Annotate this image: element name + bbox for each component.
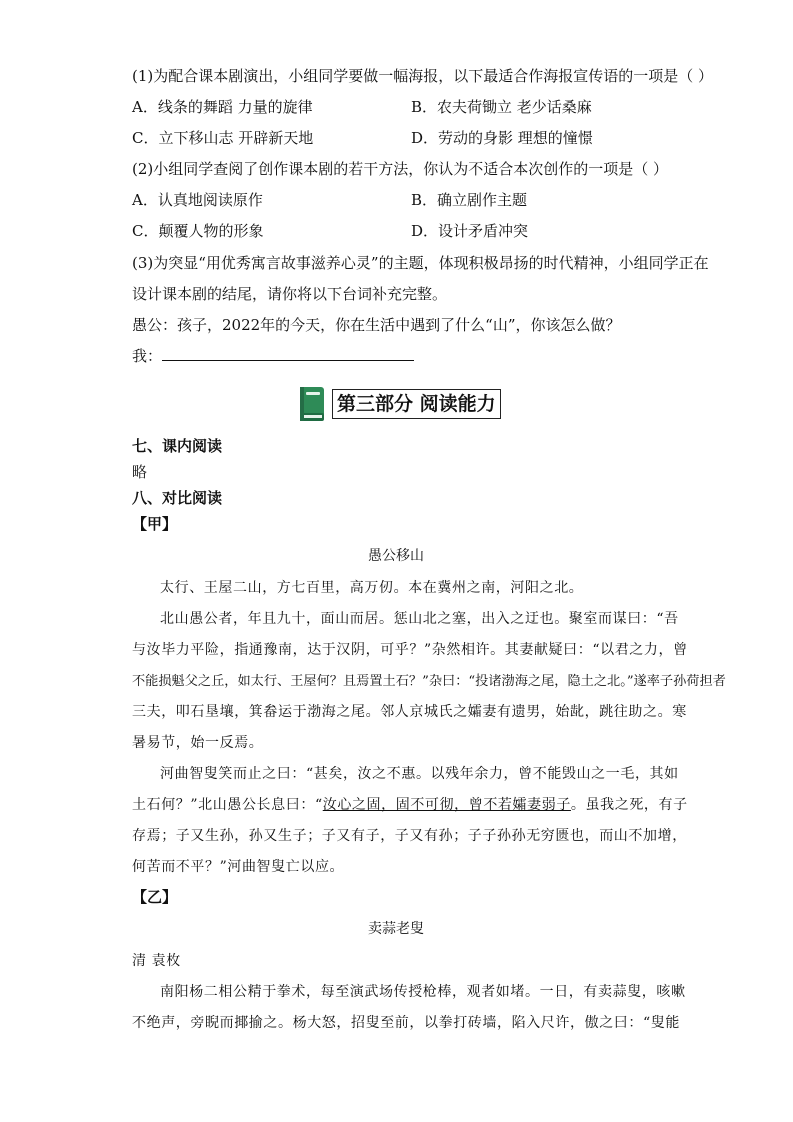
section-8-heading: 八、对比阅读: [132, 489, 223, 507]
q1-option-d: D．劳动的身影 理想的憧憬: [411, 129, 593, 147]
yi-p1-line2: 不绝声，旁睨而揶揄之。杨大怒，招叟至前，以拳打砖墙，陷入尺许，傲之曰：“叟能: [132, 1015, 680, 1031]
q3-answer-line: [132, 345, 414, 367]
section-7-heading: 七、课内阅读: [132, 437, 223, 455]
q3-stem-line2: 设计课本剧的结尾，请你将以下台词补充完整。: [132, 285, 448, 303]
q1-option-c: C．立下移山志 开辟新天地: [132, 129, 314, 147]
jia-p2-line1: 北山愚公者，年且九十，面山而居。惩山北之塞，出入之迂也。聚室而谋曰：“吾: [160, 611, 679, 627]
q3-yugong-line: 愚公：孩子，2022年的今天，你在生活中遇到了什么“山”，你该怎么做？: [132, 316, 621, 334]
section-7-body: 略: [132, 463, 148, 481]
jia-p3-line4: 何苦而不平？”河曲智叟亡以应。: [132, 859, 345, 875]
q2-option-d: D．设计矛盾冲突: [411, 222, 529, 240]
q1-stem: (1)为配合课本剧演出，小组同学要做一幅海报，以下最适合作海报宣传语的一项是（ ）: [132, 67, 714, 85]
yi-title: 卖蒜老叟: [368, 921, 424, 937]
q1-option-b: B．农夫荷锄立 老少话桑麻: [411, 98, 592, 116]
q2-option-a: A．认真地阅读原作: [132, 191, 263, 209]
jia-p2-line2: 与汝毕力平险，指通豫南，达于汉阴，可乎？”杂然相许。其妻献疑曰：“以君之力，曾: [132, 642, 688, 658]
jia-p3-line1: 河曲智叟笑而止之曰：“甚矣，汝之不惠。以残年余力，曾不能毁山之一毛，其如: [160, 766, 679, 782]
section-banner: [298, 386, 501, 422]
jia-p3-line2-start: 土石何？”北山愚公长息曰：“: [132, 797, 323, 813]
q3-stem-line1: (3)为突显“用优秀寓言故事滋养心灵”的主题，体现积极昂扬的时代精神，小组同学正在: [132, 254, 709, 272]
jia-p2-line4: 三夫，叩石垦壤，箕畚运于渤海之尾。邻人京城氏之孀妻有遗男，始龀，跳往助之。寒: [132, 704, 687, 720]
jia-p2-line5: 暑易节，始一反焉。: [132, 735, 264, 751]
answer-blank[interactable]: [162, 346, 414, 361]
jia-p3-line2-end: 。虽我之死，有子: [570, 797, 688, 813]
jia-p3-line2: [132, 790, 688, 821]
q2-stem: (2)小组同学查阅了创作课本剧的若干方法，你认为不适合本次创作的一项是（ ）: [132, 160, 669, 178]
section-banner-title: 第三部分 阅读能力: [332, 389, 501, 419]
q3-me-label: 我：: [132, 347, 163, 365]
jia-label: 【甲】: [132, 515, 178, 533]
yi-p1-line1: 南阳杨二相公精于拳术，每至演武场传授枪棒，观者如堵。一日，有卖蒜叟，咳嗽: [160, 984, 686, 1000]
jia-p2-line3: 不能损魁父之丘，如太行、王屋何？且焉置土石？”杂曰：“投诸渤海之尾，隐土之北。”遂率子孙荷担者: [132, 674, 726, 689]
yi-author: 清 袁枚: [132, 953, 181, 969]
jia-p3-line3: 存焉；子又生孙，孙又生子；子又有子，子又有孙；子子孙孙无穷匮也，而山不加增，: [132, 828, 687, 844]
yi-label: 【乙】: [132, 888, 178, 906]
q2-option-b: B．确立剧作主题: [411, 191, 528, 209]
book-icon: [298, 386, 328, 422]
jia-title: 愚公移山: [368, 548, 424, 564]
jia-paragraph-1: 太行、王屋二山，方七百里，高万仞。本在冀州之南，河阳之北。: [160, 580, 584, 596]
underlined-sentence: 汝心之固，固不可彻，曾不若孀妻弱子: [322, 797, 571, 813]
q2-option-c: C．颠覆人物的形象: [132, 222, 264, 240]
q1-option-a: A．线条的舞蹈 力量的旋律: [132, 98, 313, 116]
